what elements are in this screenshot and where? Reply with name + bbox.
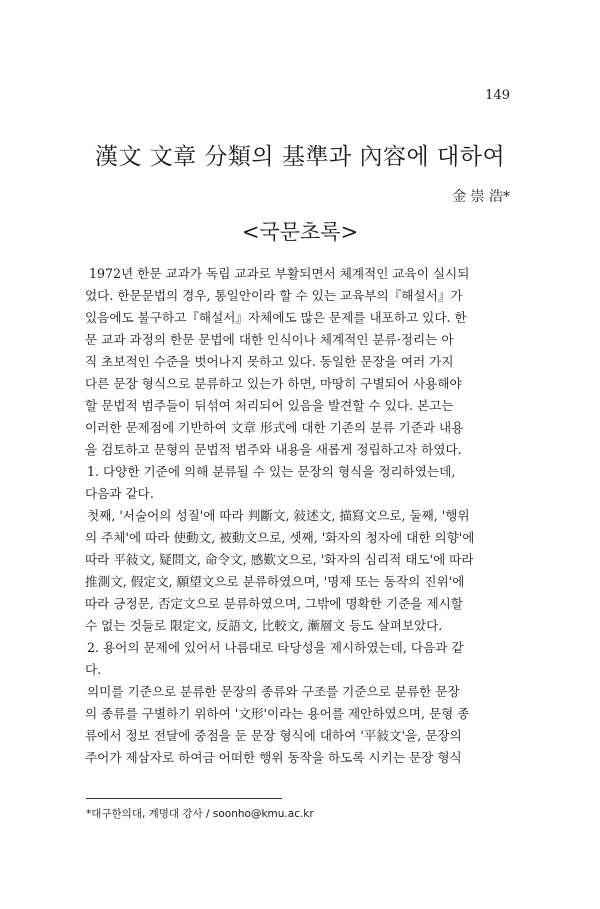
body-line: 직 초보적인 수준을 벗어나지 못하고 있다. 동일한 문장을 여러 가지 [85,354,454,369]
body-line: 을 검토하고 문형의 문법적 범주와 내용을 새롭게 정립하고자 하였다. [85,442,462,457]
body-line: 다음과 같다. [85,486,154,501]
body-line: 따라 平敍文, 疑問文, 命令文, 感歎文으로, '화자의 심리적 태도'에 따라 [85,552,474,567]
body-line: 2. 용어의 문제에 있어서 나름대로 타당성을 제시하였는데, 다음과 같 [87,640,464,655]
body-line: 류에서 정보 전달에 중점을 둔 문장 형식에 대하여 '平敍文'을, 문장의 [85,728,462,743]
footnote-divider [86,798,282,799]
body-line: 의미를 기준으로 분류한 문장의 종류와 구조를 기준으로 분류한 문장 [87,684,460,699]
body-line: 1. 다양한 기준에 의해 분류될 수 있는 문장의 형식을 정리하였는데, [87,464,456,479]
page-number: 149 [485,88,510,103]
body-line: 문 교과 과정의 한문 문법에 대한 인식이나 체계적인 분류·정리는 아 [85,332,454,347]
body-line: 할 문법적 범주들이 뒤섞여 처리되어 있음을 발견할 수 있다. 본고는 [85,398,454,413]
body-line: 주어가 제삼자로 하여금 어떠한 행위 동작을 하도록 시키는 문장 형식 [85,750,462,765]
body-line: 의 종류를 구별하기 위하여 '文形'이라는 용어를 제안하였으며, 문형 종 [85,706,470,721]
footnote: *대구한의대, 계명대 강사 / soonho@kmu.ac.kr [86,808,314,820]
body-line: 이러한 문제점에 기반하여 文章 形式에 대한 기존의 분류 기준과 내용 [85,420,464,435]
body-line: 다른 문장 형식으로 분류하고 있는가 하면, 마땅히 구별되어 사용해야 [85,376,462,391]
body-line: 1972년 한문 교과가 독립 교과로 부활되면서 체계적인 교육이 실시되 [89,266,470,281]
abstract-heading: <국문초록> [241,220,359,244]
body-line: 다. [85,662,102,677]
body-line: 첫째, '서술어의 성질'에 따라 判斷文, 敍述文, 描寫文으로, 둘째, '행위 [87,508,470,523]
paper-title: 漢文 文章 分類의 基準과 內容에 대하여 [94,144,506,170]
body-line: 推測文, 假定文, 願望文으로 분류하였으며, '명제 또는 동작의 진위'에 [85,574,465,589]
body-line: 었다. 한문문법의 경우, 통일안이라 할 수 있는 교육부의『해설서』가 [85,288,463,303]
body-line: 따라 긍정문, 否定文으로 분류하였으며, 그밖에 명확한 기준을 제시할 [85,596,463,611]
author-name: 金 崇 浩* [452,189,510,205]
body-line: 수 없는 것들로 限定文, 反語文, 比較文, 漸層文 등도 살펴보았다. [85,618,443,633]
body-line: 있음에도 불구하고『해설서』자체에도 많은 문제를 내포하고 있다. 한 [85,310,467,325]
body-line: 의 주체'에 따라 使動文, 被動文으로, 셋째, '화자의 청자에 대한 의향'에 [85,530,475,545]
